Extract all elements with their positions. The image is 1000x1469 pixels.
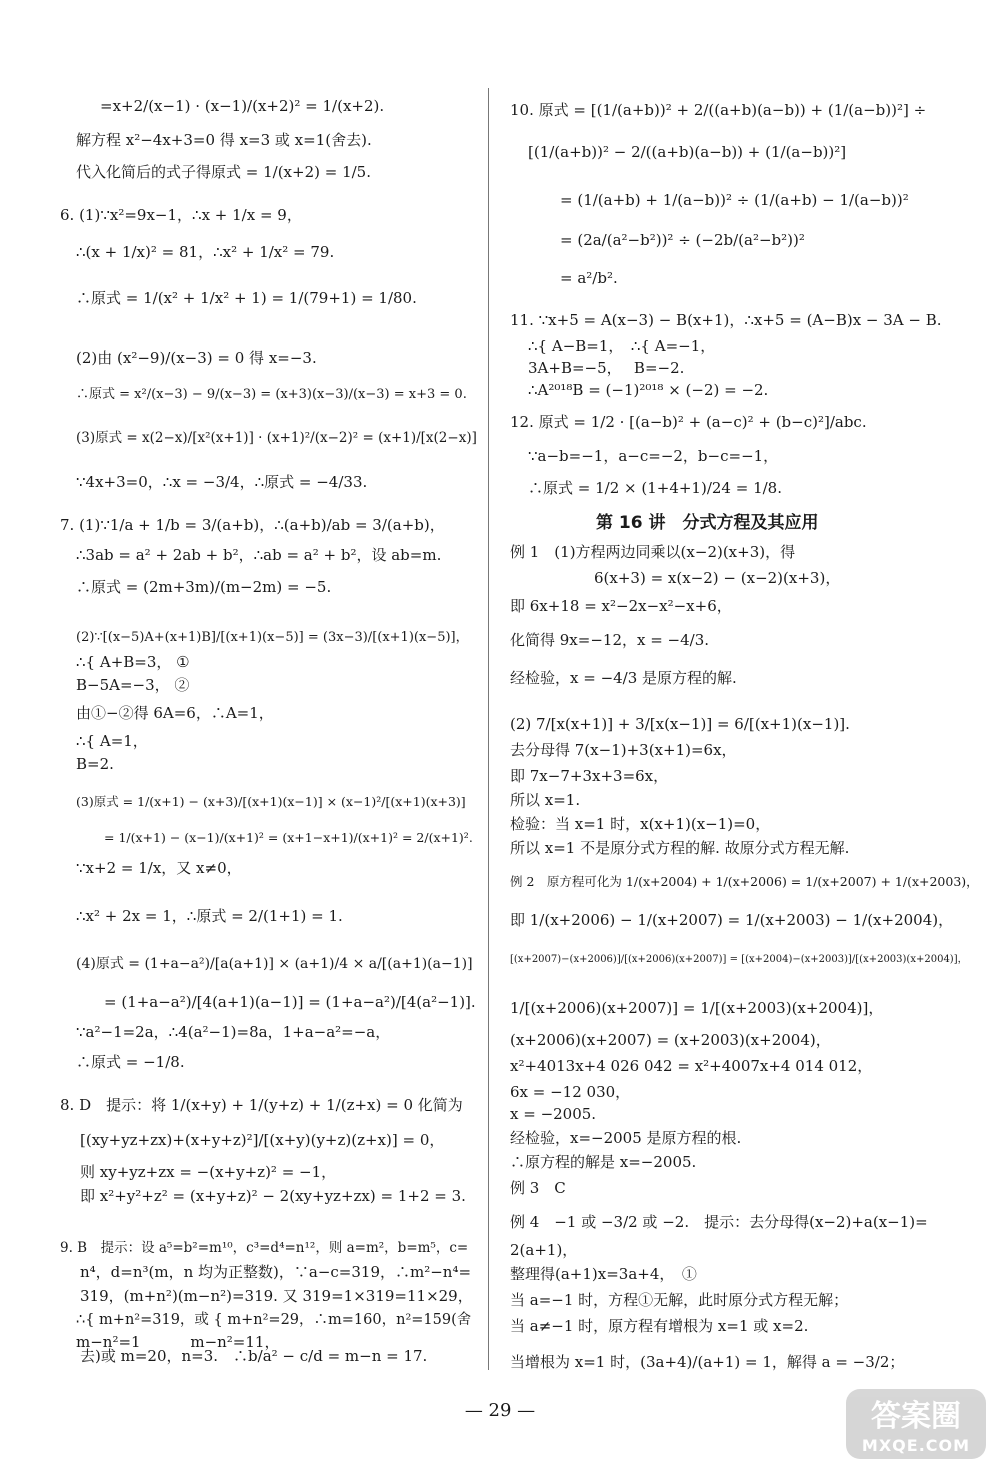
left-text-line: 6. (1)∵x²=9x−1，∴x + 1/x = 9， [60,206,302,224]
right-text-line: [(1/(a+b))² − 2/((a+b)(a−b)) + (1/(a−b))²] [528,143,847,161]
right-text-line: x²+4013x+4 026 042 = x²+4007x+4 014 012， [510,1057,873,1075]
right-text-line: 6x = −12 030， [510,1083,631,1101]
right-text-line: ∴原方程的解是 x=−2005. [510,1153,697,1171]
right-text-line: 例 3 C [510,1179,566,1197]
left-text-line: 即 x²+y²+z² = (x+y+z)² − 2(xy+yz+zx) = 1+2 = 3. [80,1187,466,1205]
left-text-line: (2)∵[(x−5)A+(x+1)B]/[(x+1)(x−5)] = (3x−3)/[(x+1)(x−5)]， [76,630,469,645]
left-text-line: 9. B 提示：设 a⁵=b²=m¹⁰，c³=d⁴=n¹²，则 a=m²，b=m⁵，c= [60,1240,469,1256]
right-text-line: = (2a/(a²−b²))² ÷ (−2b/(a²−b²))² [560,231,805,249]
section-heading: 第 16 讲 分式方程及其应用 [596,513,819,533]
left-text-line: (2)由 (x²−9)/(x−3) = 0 得 x=−3. [76,349,317,367]
left-text-line: (3)原式 = x(2−x)/[x²(x+1)] · (x+1)²/(x−2)² = (x+1)/[x(2−x)] [76,430,477,446]
right-text-line: 例 2 原方程可化为 1/(x+2004) + 1/(x+2006) = 1/(x+2007) + 1/(x+2003)， [510,874,979,889]
right-text-line: = a²/b². [560,269,618,287]
right-text-line: (2) 7/[x(x+1)] + 3/[x(x−1)] = 6/[(x+1)(x−1)]. [510,715,850,733]
left-text-line: = 1/(x+1) − (x−1)/(x+1)² = (x+1−x+1)/(x+1)² = 2/(x+1)². [104,830,473,845]
left-text-line: ∴原式 = −1/8. [76,1053,185,1071]
right-text-line: 3A+B=−5， B=−2. [528,359,685,377]
left-text-line: [(xy+yz+zx)+(x+y+z)²]/[(x+y)(y+z)(z+x)] = 0， [80,1131,445,1149]
left-text-line: (3)原式 = 1/(x+1) − (x+3)/[(x+1)(x−1)] × (x−1)²/[(x+1)(x+3)] [76,794,466,809]
right-text-line: 经检验，x=−2005 是原方程的根. [510,1129,742,1147]
right-text-line: 所以 x=1 不是原分式方程的解. 故原分式方程无解. [510,839,850,857]
left-text-line: = (1+a−a²)/[4(a+1)(a−1)] = (1+a−a²)/[4(a²−1)]. [104,993,476,1011]
right-text-line: 即 1/(x+2006) − 1/(x+2007) = 1/(x+2003) − 1/(x+2004)， [510,911,954,929]
left-text-line: ∴(x + 1/x)² = 81，∴x² + 1/x² = 79. [76,243,335,261]
left-text-line: 8. D 提示：将 1/(x+y) + 1/(y+z) + 1/(z+x) = 0 化简为 [60,1096,463,1114]
right-text-line: (x+2006)(x+2007) = (x+2003)(x+2004)， [510,1031,831,1049]
left-text-line: B−5A=−3， ② [76,676,190,694]
left-text-line: =x+2/(x−1) · (x−1)/(x+2)² = 1/(x+2). [100,97,385,115]
left-text-line: n⁴，d=n³(m，n 均为正整数)，∵a−c=319，∴m²−n⁴= [80,1263,472,1281]
right-text-line: 10. 原式 = [(1/(a+b))² + 2/((a+b)(a−b)) + (1/(a−b))²] ÷ [510,101,927,119]
right-text-line: 整理得(a+1)x=3a+4， ① [510,1265,697,1283]
right-text-line: 去分母得 7(x−1)+3(x+1)=6x， [510,741,737,759]
right-text-line: 所以 x=1. [510,791,581,809]
page-number: — 29 — [464,1400,536,1421]
right-text-line: 即 6x+18 = x²−2x−x²−x+6， [510,597,732,615]
watermark-url: MXQE.COM [861,1436,971,1455]
right-text-line: 1/[(x+2006)(x+2007)] = 1/[(x+2003)(x+2004)]， [510,999,884,1017]
right-text-line: 检验：当 x=1 时，x(x+1)(x−1)=0， [510,815,771,833]
left-text-line: 7. (1)∵1/a + 1/b = 3/(a+b)，∴(a+b)/ab = 3/(a+b)， [60,516,445,534]
left-text-line: 代入化简后的式子得原式 = 1/(x+2) = 1/5. [76,163,371,181]
right-text-line: ∴A²⁰¹⁸B = (−1)²⁰¹⁸ × (−2) = −2. [528,381,769,399]
left-text-line: B=2. [76,755,114,773]
left-text-line: 319，(m+n²)(m−n²)=319. 又 319=1×319=11×29， [80,1287,473,1305]
left-text-line: m−n²=1 m−n²=11， [76,1333,280,1351]
right-text-line: x = −2005. [510,1105,597,1123]
right-text-line: 化简得 9x=−12，x = −4/3. [510,631,710,649]
right-text-line: ∴{ A−B=1， ∴{ A=−1， [528,337,716,355]
right-text-line: 当 a≠−1 时，原方程有增根为 x=1 或 x=2. [510,1317,809,1335]
right-text-line: 例 4 −1 或 −3/2 或 −2. 提示：去分母得(x−2)+a(x−1)= [510,1213,928,1231]
left-text-line: 则 xy+yz+zx = −(x+y+z)² = −1， [80,1163,337,1181]
left-text-line: ∴{ m+n²=319，或 { m+n²=29，∴m=160，n²=159(舍 [76,1312,472,1328]
right-text-line: 经检验，x = −4/3 是原方程的解. [510,669,737,687]
left-text-line: 由①−②得 6A=6，∴A=1， [76,704,274,722]
left-text-line: 去)或 m=20，n=3. ∴b/a² − c/d = m−n = 17. [80,1347,428,1365]
right-text-line: 即 7x−7+3x+3=6x， [510,767,669,785]
left-text-line: ∵4x+3=0，∴x = −3/4，∴原式 = −4/33. [76,473,368,491]
right-text-line: = (1/(a+b) + 1/(a−b))² ÷ (1/(a+b) − 1/(a−b))² [560,191,909,209]
left-text-line: ∴原式 = (2m+3m)/(m−2m) = −5. [76,578,332,596]
right-text-line: 6(x+3) = x(x−2) − (x−2)(x+3)， [594,569,841,587]
right-text-line: 12. 原式 = 1/2 · [(a−b)² + (a−c)² + (b−c)²]/abc. [510,413,867,431]
left-text-line: ∴{ A+B=3， ① [76,653,190,671]
left-text-line: (4)原式 = (1+a−a²)/[a(a+1)] × (a+1)/4 × a/[(a+1)(a−1)] [76,956,473,972]
watermark-logo [846,1389,986,1459]
left-text-line: 解方程 x²−4x+3=0 得 x=3 或 x=1(舍去). [76,131,372,149]
left-text-line: ∴3ab = a² + 2ab + b²，∴ab = a² + b²，设 ab=m. [76,546,442,564]
right-text-line: [(x+2007)−(x+2006)]/[(x+2006)(x+2007)] = [(x+2004)−(x+2003)]/[(x+2003)(x+2004)]， [510,954,968,965]
left-text-line: ∴{ A=1， [76,732,148,750]
left-text-line: ∴x² + 2x = 1，∴原式 = 2/(1+1) = 1. [76,907,343,925]
right-text-line: 2(a+1)， [510,1241,578,1259]
left-text-line: ∵x+2 = 1/x，又 x≠0， [76,859,242,877]
right-text-line: ∵a−b=−1，a−c=−2，b−c=−1， [528,447,779,465]
right-text-line: 例 1 (1)方程两边同乘以(x−2)(x+3)，得 [510,543,796,561]
right-text-line: 当 a=−1 时，方程①无解，此时原分式方程无解； [510,1291,849,1309]
left-text-line: ∴原式 = 1/(x² + 1/x² + 1) = 1/(79+1) = 1/80. [76,289,417,307]
left-text-line: ∵a²−1=2a，∴4(a²−1)=8a，1+a−a²=−a， [76,1023,391,1041]
right-text-line: 11. ∵x+5 = A(x−3) − B(x+1)，∴x+5 = (A−B)x − 3A − B. [510,311,942,329]
column-divider [488,88,489,1370]
left-text-line: ∴原式 = x²/(x−3) − 9/(x−3) = (x+3)(x−3)/(x−3) = x+3 = 0. [76,387,467,402]
right-text-line: 当增根为 x=1 时，(3a+4)/(a+1) = 1，解得 a = −3/2； [510,1353,905,1371]
right-text-line: ∴原式 = 1/2 × (1+4+1)/24 = 1/8. [528,479,782,497]
watermark-title: 答案圈 [871,1399,961,1434]
